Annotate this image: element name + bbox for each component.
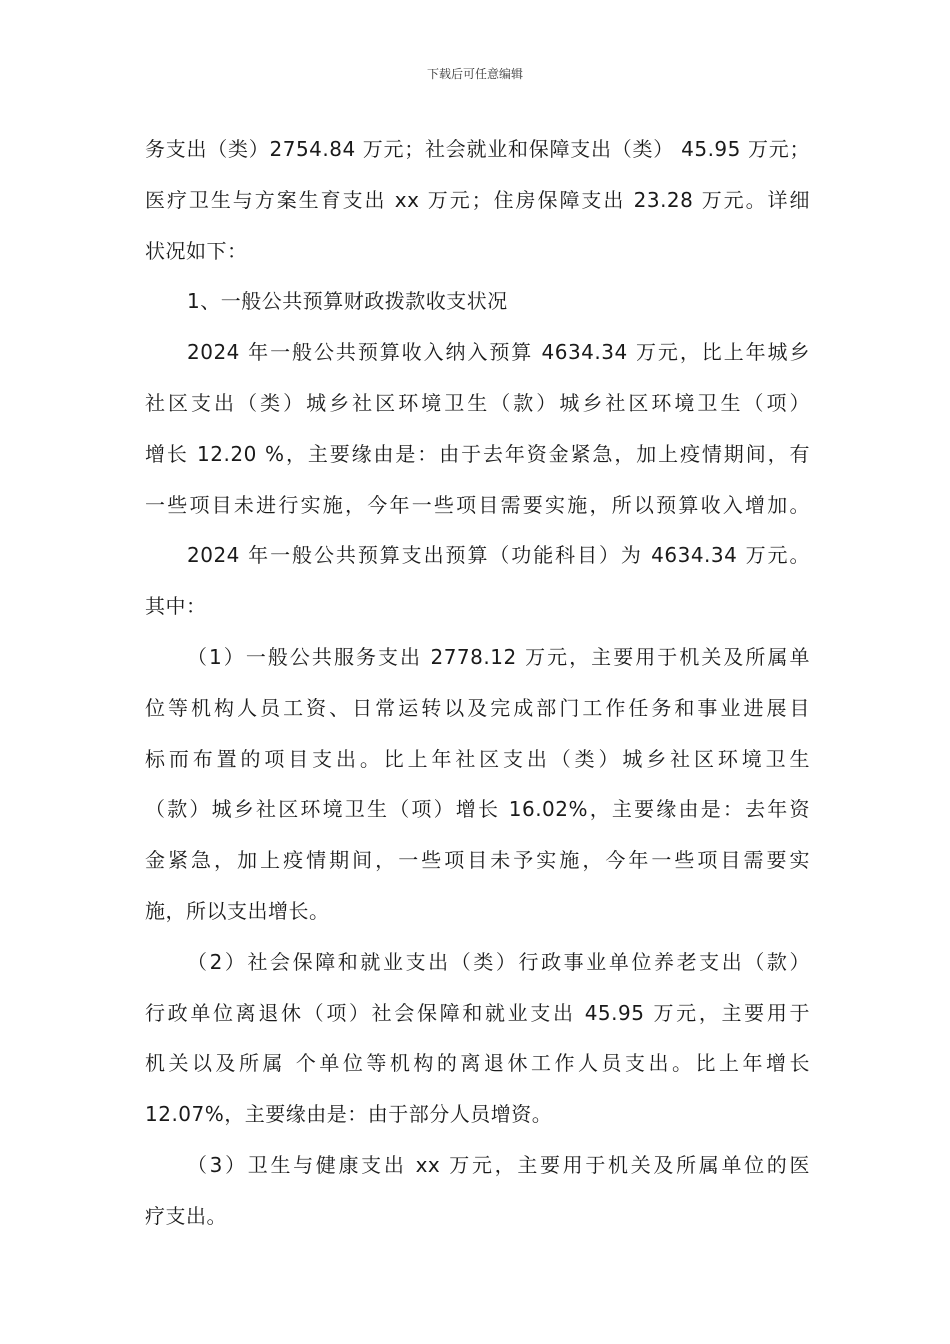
page-header-note: 下载后可任意编辑 [426, 67, 523, 81]
body-line: 状况如下： [145, 238, 248, 263]
body-line: 增长 12.20 %，主要缘由是：由于去年资金紧急，加上疫情期间，有 [145, 441, 810, 466]
body-line: 社区支出（类）城乡社区环境卫生（款）城乡社区环境卫生（项） [145, 390, 810, 415]
body-line: 2024 年一般公共预算支出预算（功能科目）为 4634.34 万元。 [187, 543, 810, 568]
body-line: 2024 年一般公共预算收入纳入预算 4634.34 万元，比上年城乡 [187, 340, 810, 365]
body-line: （款）城乡社区环境卫生（项）增长 16.02%，主要缘由是：去年资 [145, 797, 810, 822]
body-line: 医疗卫生与方案生育支出 xx 万元；住房保障支出 23.28 万元。详细 [145, 187, 810, 212]
body-line: 金紧急，加上疫情期间，一些项目未予实施，今年一些项目需要实 [145, 848, 810, 873]
section-heading: 1、一般公共预算财政拨款收支状况 [187, 289, 508, 314]
body-line: 12.07%，主要缘由是：由于部分人员增资。 [145, 1102, 553, 1127]
body-line: 机关以及所属 个单位等机构的离退休工作人员支出。比上年增长 [145, 1051, 810, 1076]
body-line: 标而布置的项目支出。比上年社区支出（类）城乡社区环境卫生 [145, 746, 810, 771]
body-line: 一些项目未进行实施，今年一些项目需要实施，所以预算收入增加。 [145, 492, 810, 517]
body-line: 疗支出。 [145, 1203, 227, 1228]
body-line: 位等机构人员工资、日常运转以及完成部门工作任务和事业进展目 [145, 695, 810, 720]
body-line: 其中： [145, 594, 207, 619]
body-line: （2）社会保障和就业支出（类）行政事业单位养老支出（款） [187, 949, 810, 974]
body-line: （3）卫生与健康支出 xx 万元，主要用于机关及所属单位的医 [187, 1152, 810, 1177]
body-line: （1）一般公共服务支出 2778.12 万元，主要用于机关及所属单 [187, 644, 810, 669]
document-body [145, 124, 810, 1242]
body-line: 施，所以支出增长。 [145, 898, 330, 923]
body-line: 行政单位离退休（项）社会保障和就业支出 45.95 万元，主要用于 [145, 1000, 810, 1025]
body-line: 务支出（类）2754.84 万元；社会就业和保障支出（类） 45.95 万元； [145, 137, 810, 161]
